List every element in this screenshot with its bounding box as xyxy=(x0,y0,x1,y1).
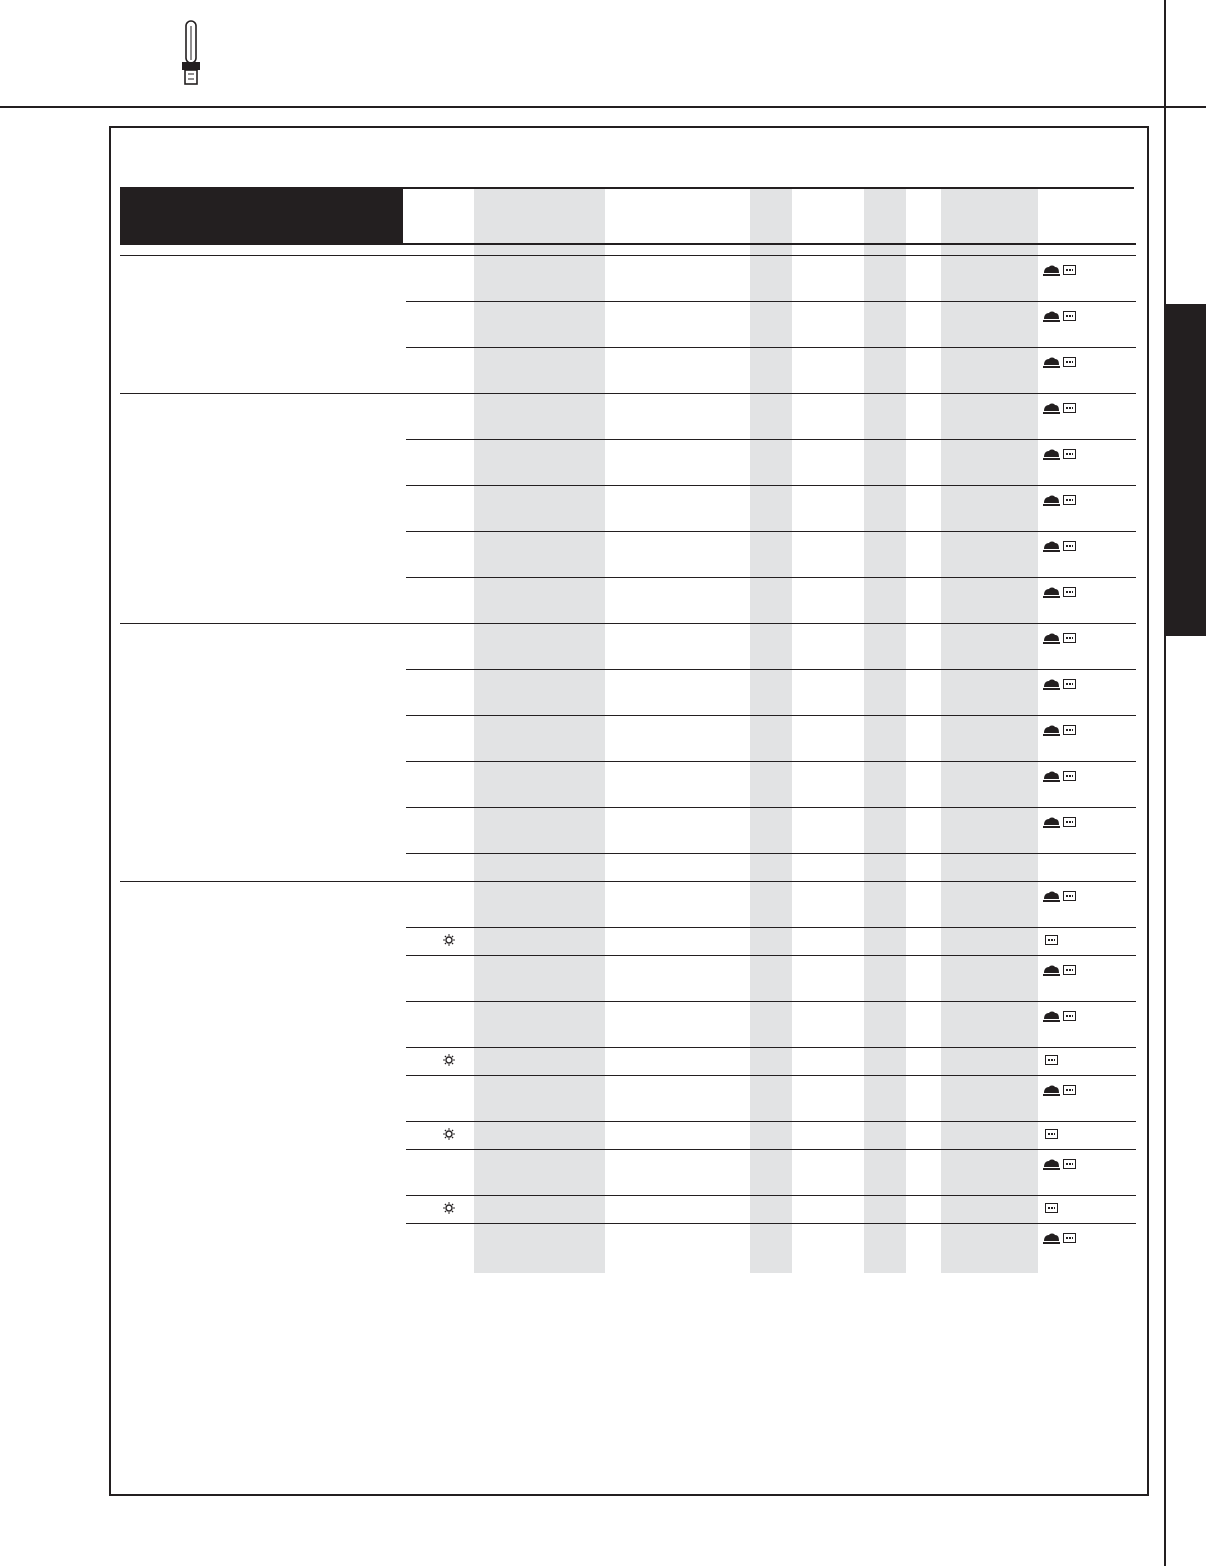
cri-badge-icon xyxy=(1063,311,1076,321)
row-rule xyxy=(406,485,1136,486)
cri-badge-icon xyxy=(1063,679,1076,689)
cri-badge-icon xyxy=(1045,1203,1058,1213)
row-icons xyxy=(1043,1084,1076,1096)
tree-icon xyxy=(1043,1159,1060,1170)
sun-icon xyxy=(443,1202,455,1214)
group-rule xyxy=(120,881,1136,882)
row-icons xyxy=(1043,448,1076,460)
tree-icon xyxy=(1043,679,1060,690)
cri-badge-icon xyxy=(1063,1085,1076,1095)
tree-icon xyxy=(1043,891,1060,902)
group-rule xyxy=(120,623,1136,624)
cri-badge-icon xyxy=(1045,935,1058,945)
cri-badge-icon xyxy=(1063,541,1076,551)
tree-icon xyxy=(1043,1233,1060,1244)
tree-icon xyxy=(1043,357,1060,368)
tree-icon xyxy=(1043,817,1060,828)
cri-badge-icon xyxy=(1063,1159,1076,1169)
row-icons xyxy=(1043,890,1076,902)
cri-badge-icon xyxy=(1063,725,1076,735)
tree-icon xyxy=(1043,1011,1060,1022)
row-icons xyxy=(1043,264,1076,276)
row-icons xyxy=(1043,1232,1076,1244)
group-rule xyxy=(120,393,1136,394)
group-rule xyxy=(120,255,1136,256)
row-rule xyxy=(406,577,1136,578)
cri-badge-icon xyxy=(1063,587,1076,597)
row-icons xyxy=(1043,724,1076,736)
row-rule xyxy=(406,669,1136,670)
row-rule xyxy=(406,807,1136,808)
row-icons xyxy=(1045,1202,1058,1214)
cri-badge-icon xyxy=(1063,965,1076,975)
row-icons xyxy=(1043,816,1076,828)
cri-badge-icon xyxy=(1063,817,1076,827)
cri-badge-icon xyxy=(1063,449,1076,459)
tree-icon xyxy=(1043,725,1060,736)
tree-icon xyxy=(1043,403,1060,414)
cri-badge-icon xyxy=(1063,891,1076,901)
row-icons xyxy=(1043,494,1076,506)
cri-badge-icon xyxy=(1063,1233,1076,1243)
row-rule xyxy=(406,853,1136,854)
row-icons xyxy=(1045,1054,1058,1066)
row-rule xyxy=(406,1121,1136,1122)
row-rule xyxy=(406,531,1136,532)
tree-icon xyxy=(1043,265,1060,276)
tree-icon xyxy=(1043,1085,1060,1096)
row-rule xyxy=(406,1149,1136,1150)
shaded-column xyxy=(941,189,1038,1273)
row-icons xyxy=(1045,934,1058,946)
row-rule xyxy=(406,439,1136,440)
row-icons xyxy=(1043,770,1076,782)
cri-badge-icon xyxy=(1063,265,1076,275)
sun-icon xyxy=(443,1054,455,1066)
shaded-column xyxy=(750,189,792,1273)
cri-badge-icon xyxy=(1063,633,1076,643)
row-icons xyxy=(1043,678,1076,690)
shaded-column xyxy=(864,189,906,1273)
row-icons xyxy=(1043,356,1076,368)
row-rule xyxy=(406,715,1136,716)
cri-badge-icon xyxy=(1063,1011,1076,1021)
cri-badge-icon xyxy=(1045,1055,1058,1065)
sun-icon xyxy=(443,934,455,946)
row-icons xyxy=(1045,1128,1058,1140)
tree-icon xyxy=(1043,449,1060,460)
tree-icon xyxy=(1043,587,1060,598)
row-rule xyxy=(406,1075,1136,1076)
cri-badge-icon xyxy=(1063,357,1076,367)
row-rule xyxy=(406,1001,1136,1002)
row-icons xyxy=(1043,310,1076,322)
row-rule xyxy=(406,955,1136,956)
row-icons xyxy=(1043,1010,1076,1022)
tree-icon xyxy=(1043,965,1060,976)
row-icons xyxy=(1043,402,1076,414)
header-bottom-rule xyxy=(403,243,1136,245)
row-rule xyxy=(406,347,1136,348)
shaded-column xyxy=(474,189,605,1273)
cri-badge-icon xyxy=(1063,403,1076,413)
row-rule xyxy=(406,301,1136,302)
row-rule xyxy=(406,1047,1136,1048)
cri-badge-icon xyxy=(1063,495,1076,505)
row-rule xyxy=(406,761,1136,762)
row-icons xyxy=(1043,964,1076,976)
row-icons xyxy=(1043,540,1076,552)
tree-icon xyxy=(1043,771,1060,782)
row-icons xyxy=(1043,632,1076,644)
header-top-rule xyxy=(403,187,1134,189)
row-rule xyxy=(406,1223,1136,1224)
cri-badge-icon xyxy=(1063,771,1076,781)
table-header-block xyxy=(120,187,403,245)
tree-icon xyxy=(1043,311,1060,322)
tree-icon xyxy=(1043,495,1060,506)
row-icons xyxy=(1043,586,1076,598)
tree-icon xyxy=(1043,541,1060,552)
row-icons xyxy=(1043,1158,1076,1170)
cri-badge-icon xyxy=(1045,1129,1058,1139)
row-rule xyxy=(406,927,1136,928)
row-rule xyxy=(406,1195,1136,1196)
sun-icon xyxy=(443,1128,455,1140)
tree-icon xyxy=(1043,633,1060,644)
